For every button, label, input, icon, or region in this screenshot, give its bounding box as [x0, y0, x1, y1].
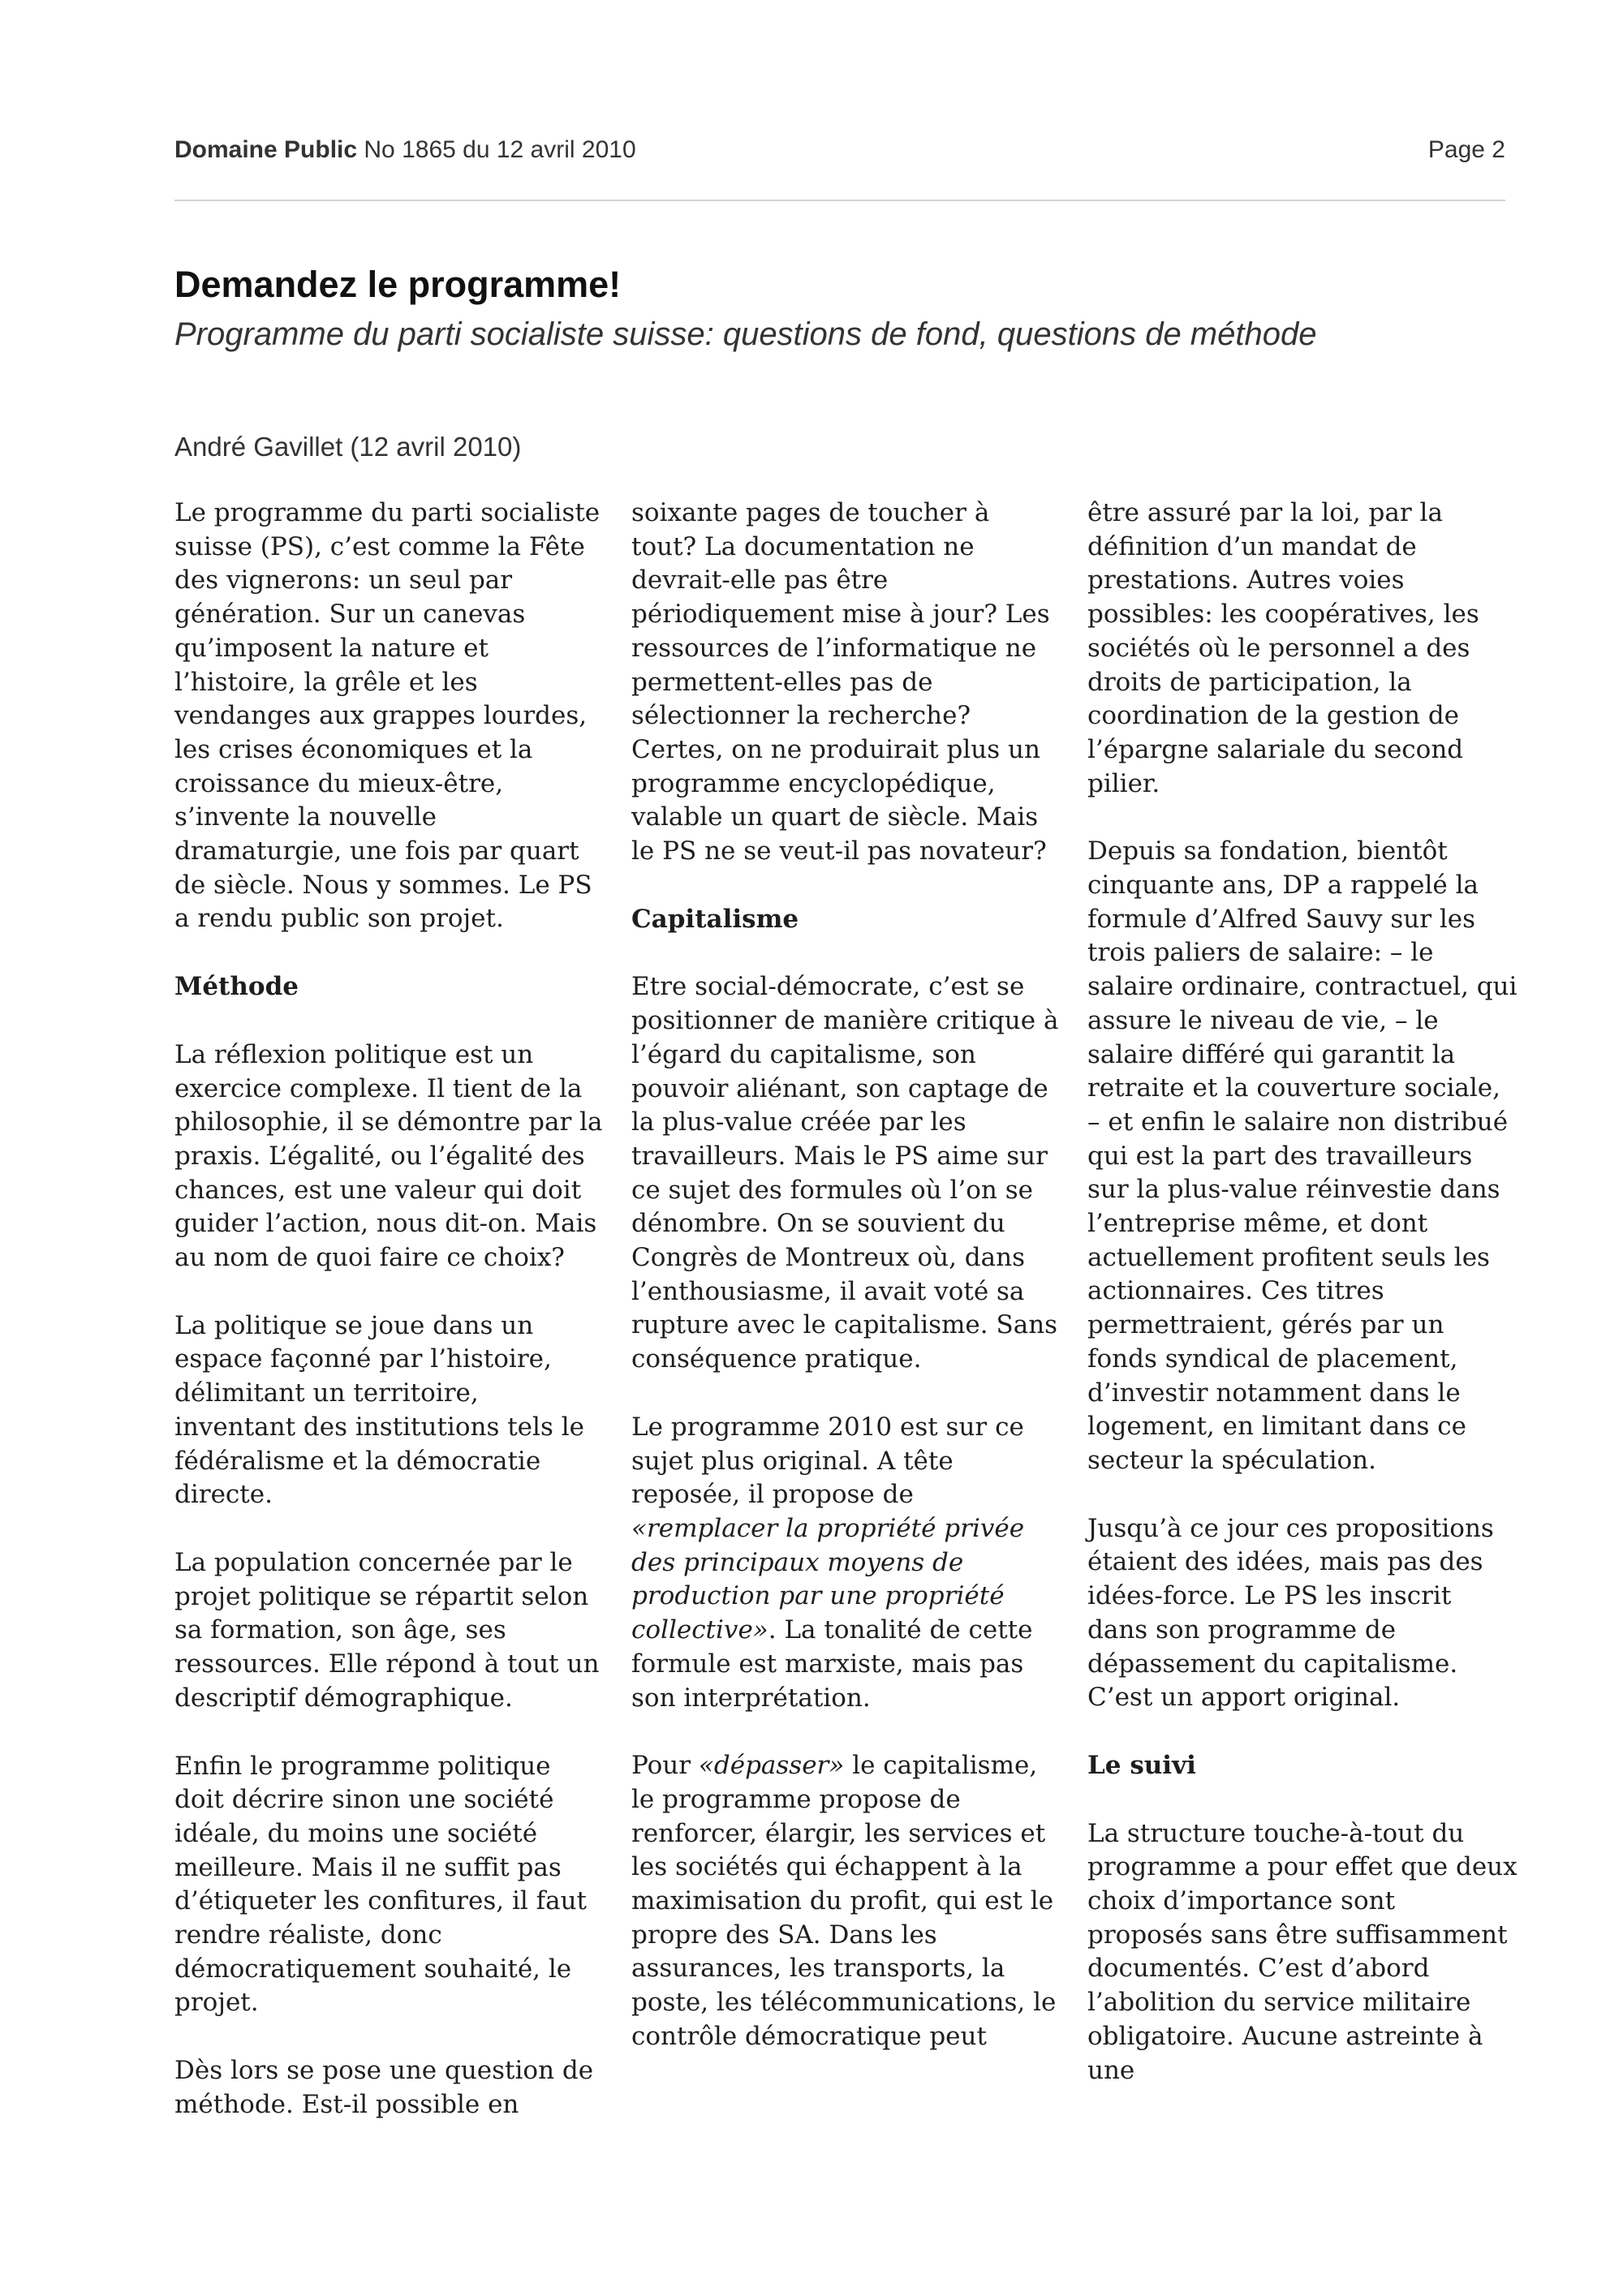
article-byline: André Gavillet (12 avril 2010): [174, 432, 522, 462]
section-heading-methode: Méthode: [174, 972, 299, 1002]
paragraph: Depuis sa fondation, bientôt cinquante ans, DP a rappelé la formule d’Alfred Sauvy sur les trois paliers de salaire: – le salaire ordinaire, contractuel, qui assure le niveau de vie, – le salaire différé qui garantit la retraite et la couverture sociale, – et enfin le salaire non distribué qui est la part des travailleurs sur la plus-value réinvestie dans l’entreprise même, et dont actuellement profitent seuls les actionnaires. Ces titres permettraient, gérés par un fonds syndical de placement, d’investir notamment dans le logement, en limitant dans ce secteur la spéculation.: [1087, 836, 1518, 1475]
text-run: Pour: [631, 1751, 699, 1781]
paragraph: Le programme du parti socialiste suisse (PS), c’est comme la Fête des vignerons: un seul par génération. Sur un canevas qu’imposent la nature et l’histoire, la grêle et les vendanges aux grappes lourdes, les crises économiques et la croissance du mieux-être, s’invente la nouvelle dramaturgie, une fois par quart de siècle. Nous y sommes. Le PS a rendu public son projet.: [174, 498, 601, 934]
column-3: [1087, 497, 1518, 2087]
paragraph: La réflexion politique est un exercice complexe. Il tient de la philosophie, il se démontre par la praxis. L’égalité, ou l’égalité des chances, est une valeur qui doit guider l’action, nous dit-on. Mais au nom de quoi faire ce choix?: [174, 1039, 603, 1273]
paragraph: soixante pages de toucher à tout? La documentation ne devrait-elle pas être périodiquement mise à jour? Les ressources de l’informatique ne permettent-elles pas de sélectionner la recherche? Certes, on ne produirait plus un programme encyclopédique, valable un quart de siècle. Mais le PS ne se veut-il pas novateur?: [631, 498, 1050, 866]
quote: «remplacer la propriété privée des principaux moyens de production par une propriété collective»: [631, 1513, 1025, 1645]
publication-name: Domaine Public: [174, 136, 358, 163]
column-2: [631, 497, 1061, 2054]
paragraph: La politique se joue dans un espace façonné par l’histoire, délimitant un territoire, inventant des institutions tels le fédéralisme et la démocratie directe.: [174, 1310, 584, 1510]
article-title: Demandez le programme!: [174, 264, 622, 305]
paragraph: Etre social-démocrate, c’est se positionner de manière critique à l’égard du capitalisme, son pouvoir aliénant, son captage de la plus-value créée par les travailleurs. Mais le PS aime sur ce sujet des formules où l’on se dénombre. On se souvient du Congrès de Montreux où, dans l’enthousiasme, il avait voté sa rupture avec le capitalisme. Sans conséquence pratique.: [631, 972, 1059, 1374]
column-1: [174, 497, 605, 2122]
issue-info: No 1865 du 12 avril 2010: [364, 136, 636, 163]
paragraph: La population concernée par le projet politique se répartit selon sa formation, son âge, ses ressources. Elle répond à tout un descriptif démographique.: [174, 1547, 600, 1713]
paragraph: Dès lors se pose une question de méthode. Est-il possible en: [174, 2056, 594, 2119]
quote: «dépasser»: [698, 1751, 845, 1781]
text-run: Le programme 2010 est sur ce sujet plus original. A tête reposée, il propose de: [631, 1412, 1024, 1510]
section-heading-capitalisme: Capitalisme: [631, 904, 799, 934]
paragraph: La structure touche-à-tout du programme a pour effet que deux choix d’importance sont proposés sans être suffisamment documentés. C’est d’abord l’abolition du service militaire obligatoire. Aucune astreinte à une: [1087, 1818, 1518, 2085]
paragraph: [631, 1749, 1061, 2053]
page-header: [174, 136, 1505, 164]
article-subtitle: Programme du parti socialiste suisse: questions de fond, questions de méthode: [174, 316, 1317, 352]
header-divider: [174, 200, 1505, 201]
paragraph: Jusqu’à ce jour ces propositions étaient des idées, mais pas des idées-force. Le PS les inscrit dans son programme de dépassement du capitalisme. C’est un apport original.: [1087, 1513, 1494, 1713]
paragraph: [631, 1411, 1061, 1715]
page-number: Page 2: [1427, 136, 1505, 163]
paragraph: être assuré par la loi, par la définition d’un mandat de prestations. Autres voies possibles: les coopératives, les sociétés où le personnel a des droits de participation, la coordination de la gestion de l’épargne salariale du second pilier.: [1087, 498, 1479, 798]
text-run: . La tonalité de cette formule est marxiste, mais pas son interprétation.: [631, 1615, 1033, 1713]
paragraph: Enfin le programme politique doit décrire sinon une société idéale, du moins une société meilleure. Mais il ne suffit pas d’étiqueter les confitures, il faut rendre réaliste, donc démocratiquement souhaité, le projet.: [174, 1751, 588, 2018]
section-heading-le-suivi: Le suivi: [1087, 1750, 1196, 1780]
text-run: le capitalisme, le programme propose de renforcer, élargir, les services et les sociétés qui échappent à la maximisation du profit, qui est le propre des SA. Dans les assurances, les transports, la poste, les télécommunications, le contrôle démocratique peut: [631, 1751, 1057, 2051]
